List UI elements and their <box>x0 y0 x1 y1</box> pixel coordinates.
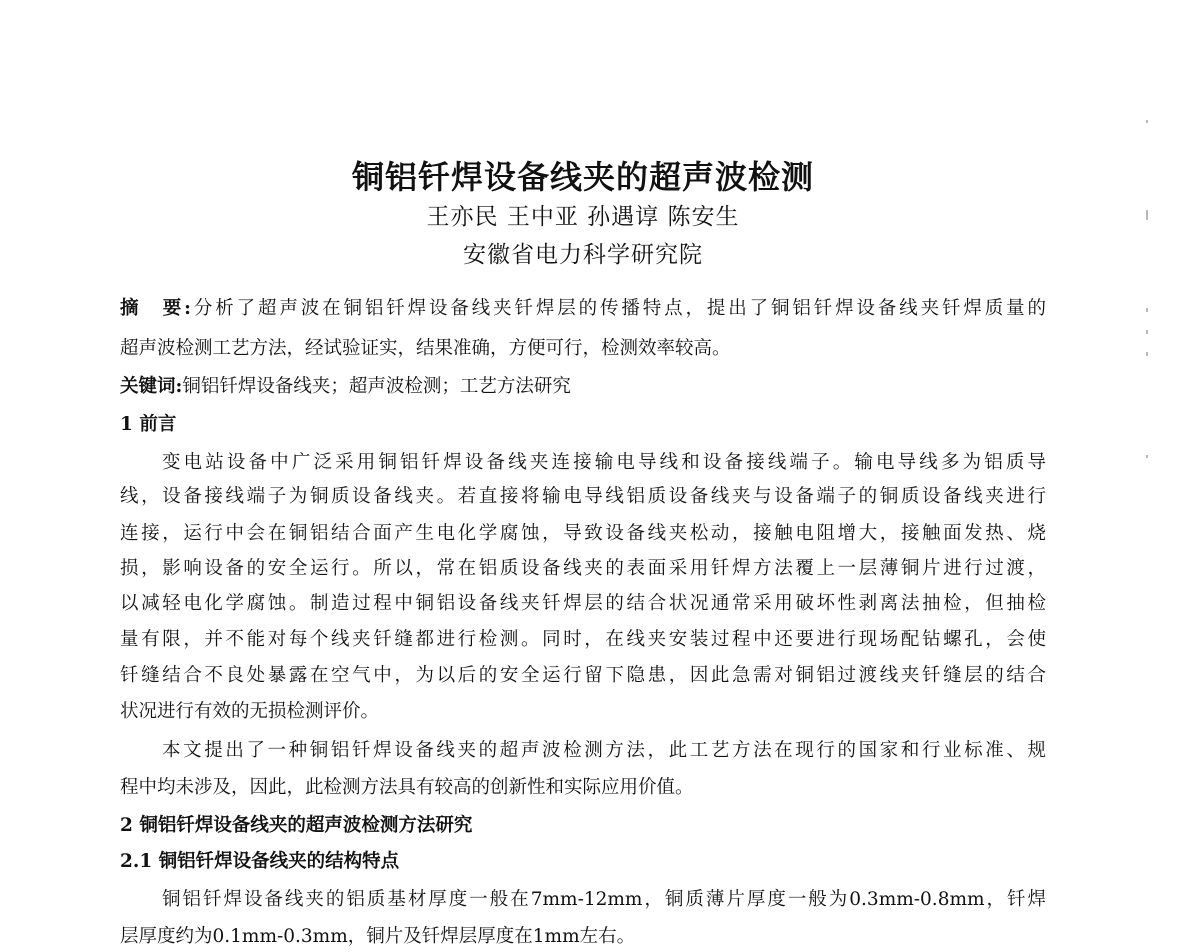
abstract-line-1 <box>120 296 1046 322</box>
scan-mark <box>1146 210 1148 220</box>
paragraph-line: 连接，运行中会在铜铝结合面产生电化学腐蚀，导致设备线夹松动，接触电阻增大，接触面发热、烧 <box>120 523 1046 544</box>
paragraph-line: 钎缝结合不良处暴露在空气中，为以后的安全运行留下隐患，因此急需对铜铝过渡线夹钎缝层的结合 <box>120 665 1046 686</box>
scan-mark <box>1146 120 1148 123</box>
paragraph-line: 量有限，并不能对每个线夹钎缝都进行检测。同时，在线夹安装过程中还要进行现场配钻螺孔，会使 <box>120 629 1046 650</box>
paragraph-line: 本文提出了一种铜铝钎焊设备线夹的超声波检测方法，此工艺方法在现行的国家和行业标准、规 <box>162 740 1046 761</box>
scan-mark <box>1146 330 1148 334</box>
paragraph-line: 程中均未涉及，因此，此检测方法具有较高的创新性和实际应用价值。 <box>120 777 694 798</box>
authors: 王亦民 王中亚 孙遇谆 陈安生 <box>426 204 740 230</box>
scan-mark <box>1146 352 1148 356</box>
paragraph-line: 变电站设备中广泛采用铜铝钎焊设备线夹连接输电导线和设备接线端子。输电导线多为铝质导 <box>162 452 1046 473</box>
paper-title: 铜铝钎焊设备线夹的超声波检测 <box>351 158 814 196</box>
abstract-label: 摘 要: <box>120 298 191 319</box>
keywords-text: 铜铝钎焊设备线夹；超声波检测；工艺方法研究 <box>182 376 571 397</box>
paragraph-line: 损，影响设备的安全运行。所以，常在铝质设备线夹的表面采用钎焊方法覆上一层薄铜片进行过渡， <box>120 558 1046 579</box>
abstract-text-1: 分析了超声波在铜铝钎焊设备线夹钎焊层的传播特点，提出了铜铝钎焊设备线夹钎焊质量的 <box>190 298 1046 319</box>
paragraph-line: 以减轻电化学腐蚀。制造过程中铜铝设备线夹钎焊层的结合状况通常采用破坏性剥离法抽检，但抽检 <box>120 593 1046 614</box>
keywords-label: 关键词: <box>120 376 183 397</box>
section-2-heading: 2 铜铝钎焊设备线夹的超声波检测方法研究 <box>120 815 473 836</box>
scan-mark <box>1146 308 1148 312</box>
section-2-1-heading: 2.1 铜铝钎焊设备线夹的结构特点 <box>120 851 400 872</box>
scan-mark <box>1146 455 1148 458</box>
keywords-line <box>120 374 571 400</box>
abstract-line-2: 超声波检测工艺方法，经试验证实，结果准确，方便可行，检测效率较高。 <box>120 338 731 359</box>
paragraph-line: 状况进行有效的无损检测评价。 <box>120 701 380 722</box>
paragraph-line: 线，设备接线端子为铜质设备线夹。若直接将输电导线铝质设备线夹与设备端子的铜质设备线夹进行 <box>120 486 1046 507</box>
paragraph-line: 铜铝钎焊设备线夹的铝质基材厚度一般在7mm-12mm，铜质薄片厚度一般为0.3mm-0.8mm，钎焊 <box>162 889 1046 910</box>
affiliation: 安徽省电力科学研究院 <box>463 242 703 268</box>
paragraph-line: 层厚度约为0.1mm-0.3mm，铜片及钎焊层厚度在1mm左右。 <box>120 926 636 947</box>
section-1-heading: 1 前言 <box>120 414 177 435</box>
